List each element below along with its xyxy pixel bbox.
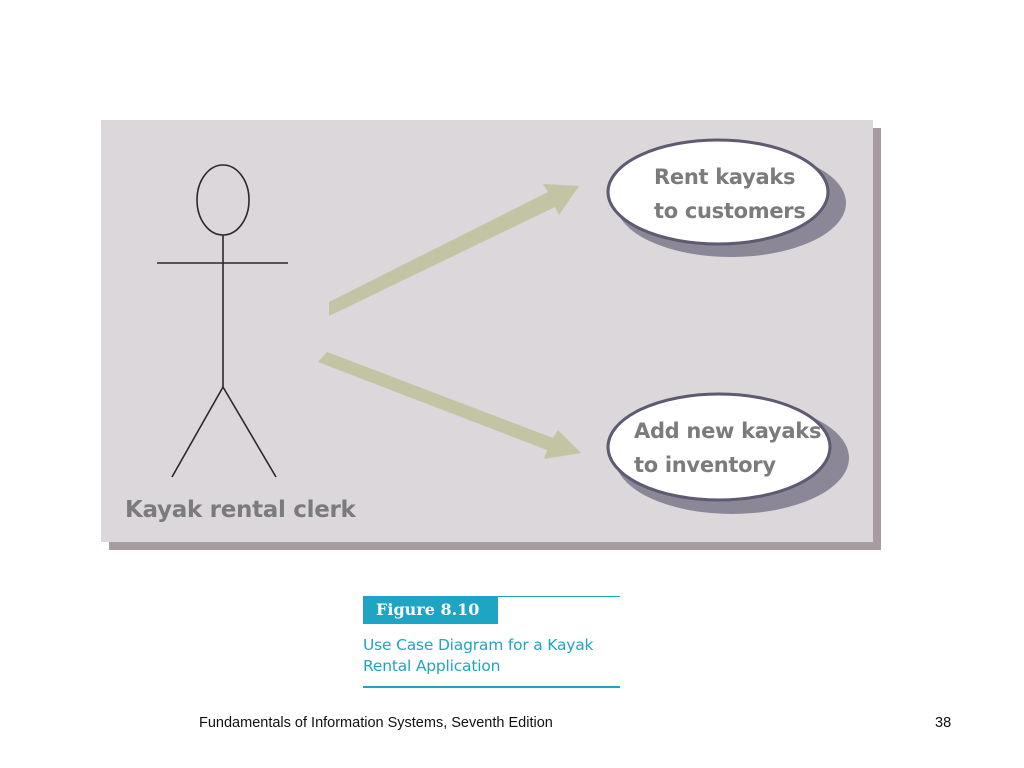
footer-title: Fundamentals of Information Systems, Seventh Edition — [199, 715, 553, 731]
actor-right-leg — [223, 387, 276, 477]
use-case-add-kayaks-line2: to inventory — [634, 453, 776, 477]
figure-number-tab: Figure 8.10 — [363, 596, 498, 624]
caption-line1: Use Case Diagram for a Kayak — [363, 636, 594, 654]
caption-text — [363, 635, 593, 677]
actor-head — [197, 165, 249, 235]
arrow-to-rent-kayaks — [329, 184, 579, 316]
figure-caption — [363, 596, 620, 688]
use-case-rent-kayaks-line1: Rent kayaks — [654, 165, 796, 189]
use-case-add-kayaks-line1: Add new kayaks — [634, 419, 822, 443]
use-case-rent-kayaks-line2: to customers — [654, 199, 806, 223]
arrow-to-add-kayaks — [318, 352, 581, 459]
actor-left-leg — [172, 387, 223, 477]
caption-bottom-rule — [363, 686, 620, 688]
actor-label: Kayak rental clerk — [125, 497, 356, 523]
use-case-add-kayaks-label — [634, 414, 821, 482]
page-number: 38 — [935, 715, 952, 731]
caption-line2: Rental Application — [363, 657, 501, 675]
actor-stick-figure — [157, 165, 288, 477]
use-case-rent-kayaks-label — [654, 160, 806, 228]
